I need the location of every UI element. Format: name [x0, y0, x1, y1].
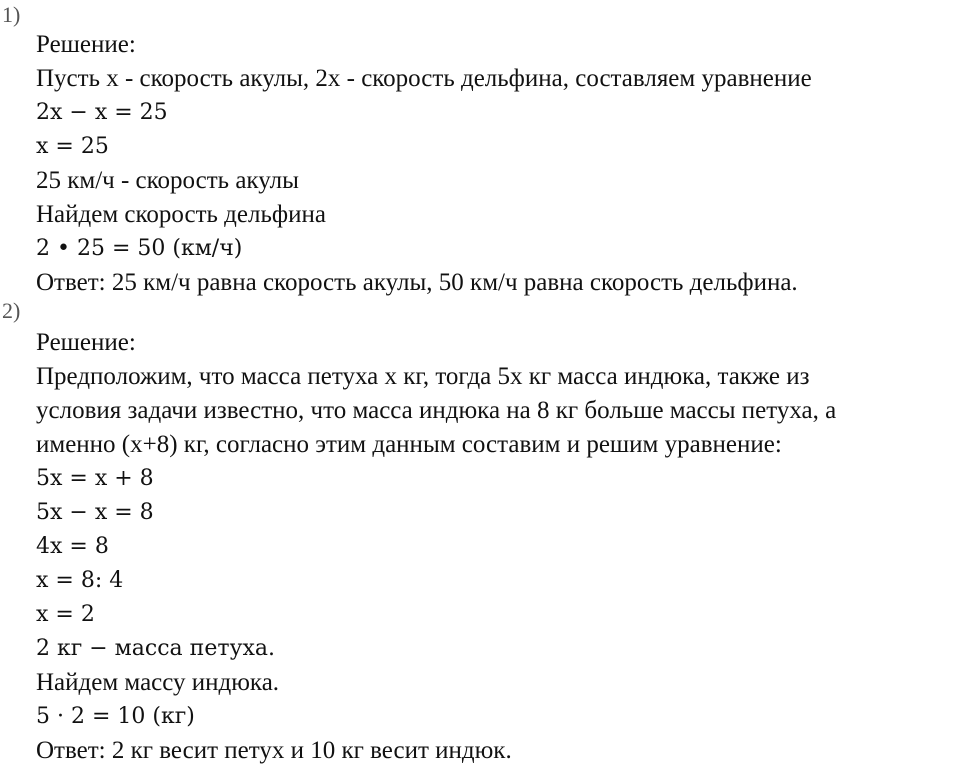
equation-line: x = 2	[36, 602, 95, 627]
problem-2-solution	[36, 326, 952, 768]
text-line: Найдем скорость дельфина	[36, 201, 326, 228]
equation-line: x = 25	[36, 134, 109, 159]
text-line: Пусть x - скорость акулы, 2x - скорость дельфина, составляем уравнение	[36, 65, 812, 92]
text-line: Решение:	[36, 31, 136, 58]
text-line: Ответ: 2 кг весит петух и 10 кг весит индюк.	[36, 737, 512, 764]
equation-line: 5 · 2 = 10 (кг)	[36, 704, 195, 729]
problem-1-solution	[36, 28, 952, 300]
text-line: Ответ: 25 км/ч равна скорость акулы, 50 км/ч равна скорость дельфина.	[36, 269, 798, 296]
equation-line: 2 кг − масса петуха.	[36, 636, 275, 661]
text-line: Найдем массу индюка.	[36, 669, 280, 696]
text-line: 25 км/ч - скорость акулы	[36, 167, 299, 194]
equation-line: x = 8: 4	[36, 568, 124, 593]
equation-line: 2 • 25 = 50 (км/ч)	[36, 236, 243, 261]
equation-line: 5x = x + 8	[36, 466, 154, 491]
text-line: условия задачи известно, что масса индюка на 8 кг больше массы петуха, а	[36, 397, 837, 424]
equation-line: 2x − x = 25	[36, 100, 168, 125]
problem-1-marker: 1)	[2, 2, 21, 27]
equation-line: 5x − x = 8	[36, 500, 154, 525]
problem-2-marker: 2)	[2, 298, 21, 323]
equation-line: 4x = 8	[36, 534, 109, 559]
text-line: именно (x+8) кг, согласно этим данным составим и решим уравнение:	[36, 431, 782, 458]
text-line: Решение:	[36, 329, 136, 356]
text-line: Предположим, что масса петуха x кг, тогда 5x кг масса индюка, также из	[36, 363, 810, 390]
